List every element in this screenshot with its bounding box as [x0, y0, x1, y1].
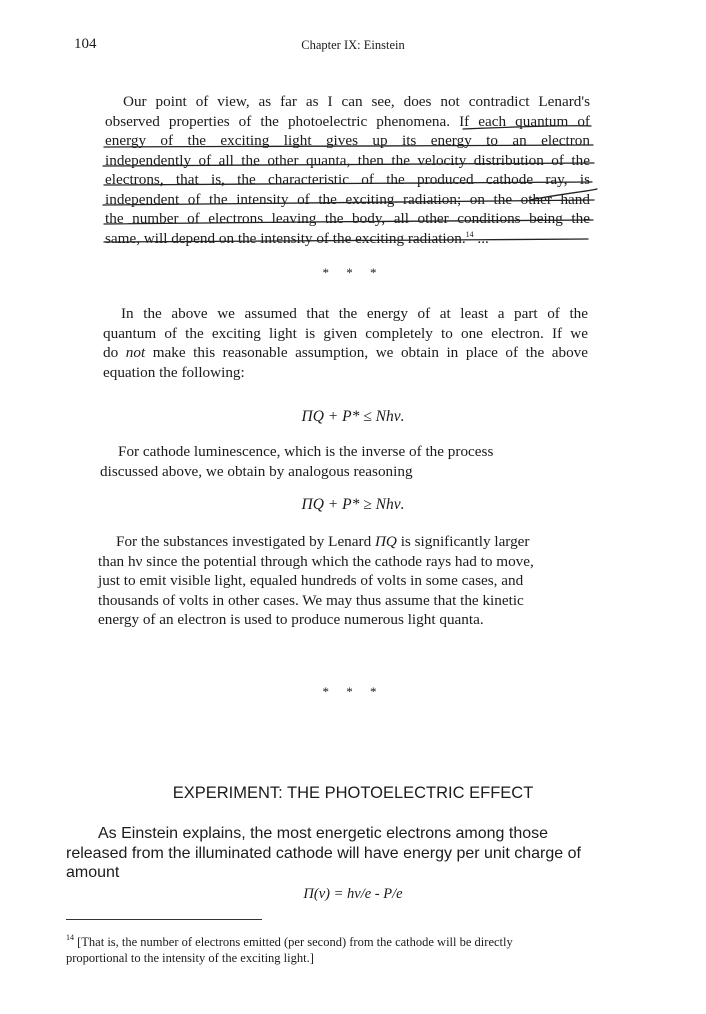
quote-line: observed properties of the photoelectric phenomena. If each quantum of	[105, 112, 590, 130]
quote-last-line: same, will depend on the intensity of the exciting radiation.$^{14}$ ...	[105, 229, 489, 247]
paragraph-line: amount	[66, 864, 120, 881]
footnote-divider	[66, 919, 262, 920]
quote-paragraph	[105, 92, 590, 248]
paragraph-line: For cathode luminescence, which is the inverse of the process	[118, 443, 494, 460]
footnote-reference: 14	[465, 229, 474, 239]
equation-cathode-inequality: ΠQ + P* ≥ Nhν.	[301, 496, 405, 513]
quote-line: Our point of view, as far as I can see, does not contradict Lenard's	[123, 93, 590, 110]
experiment-paragraph	[66, 824, 626, 883]
paragraph-line: quantum of the exciting light is given completely to one electron. If we	[103, 324, 588, 342]
paragraph-line: equation the following:	[103, 363, 245, 381]
footnote-line: $^{14}$ [That is, the number of electrons emitted (per second) from the cathode will be directly	[66, 933, 513, 949]
paragraph-line: just to emit visible light, equaled hundreds of volts in some cases, and	[98, 572, 524, 589]
paragraph-line: As Einstein explains, the most energetic electrons among those	[98, 825, 549, 842]
page-number: 104	[74, 36, 97, 52]
symbol-pi-q: ΠQ	[374, 533, 397, 550]
experiment-heading: EXPERIMENT: THE PHOTOELECTRIC EFFECT	[172, 784, 534, 802]
cathode-paragraph	[100, 442, 550, 481]
paragraph-line: thousands of volts in other cases. We may thus assume that the kinetic	[98, 591, 524, 609]
section-separator: * * *	[322, 684, 384, 699]
footnote-line: proportional to the intensity of the exciting light.]	[66, 951, 314, 965]
paragraph-line: do not make this reasonable assumption, we obtain in place of the above	[103, 344, 588, 361]
quote-line: energy of the exciting light gives up its energy to an electron	[105, 132, 590, 149]
lenard-paragraph	[98, 532, 588, 630]
equation-stopping-potential: Π(ν) = hν/e - P/e	[303, 886, 403, 902]
paragraph-line: than hν since the potential through which the cathode rays had to move,	[98, 552, 534, 570]
assumption-paragraph	[103, 304, 588, 382]
paragraph-line: discussed above, we obtain by analogous reasoning	[100, 462, 413, 480]
emphasis-not: not	[125, 344, 146, 361]
paragraph-line: energy of an electron is used to produce numerous light quanta.	[98, 611, 484, 628]
equation-photoelectric-inequality: ΠQ + P* ≤ Nhν.	[301, 408, 405, 425]
section-separator: * * *	[322, 265, 384, 280]
paragraph-line: For the substances investigated by Lenard ΠQ is significantly larger	[116, 533, 530, 550]
footnote	[66, 934, 586, 966]
quote-line: the number of electrons leaving the body, all other conditions being the	[105, 210, 590, 227]
footnote-number: 14	[66, 933, 74, 942]
paragraph-line: released from the illuminated cathode will have energy per unit charge of	[66, 844, 581, 862]
chapter-title: Chapter IX: Einstein	[301, 38, 405, 52]
quote-line: electrons, that is, the characteristic of the produced cathode ray, is	[105, 171, 590, 188]
paragraph-line: In the above we assumed that the energy of at least a part of the	[121, 305, 588, 322]
quote-line: independent of the intensity of the exciting radiation; on the other hand	[105, 190, 590, 208]
quote-line: independently of all the other quanta, then the velocity distribution of the	[105, 151, 590, 169]
